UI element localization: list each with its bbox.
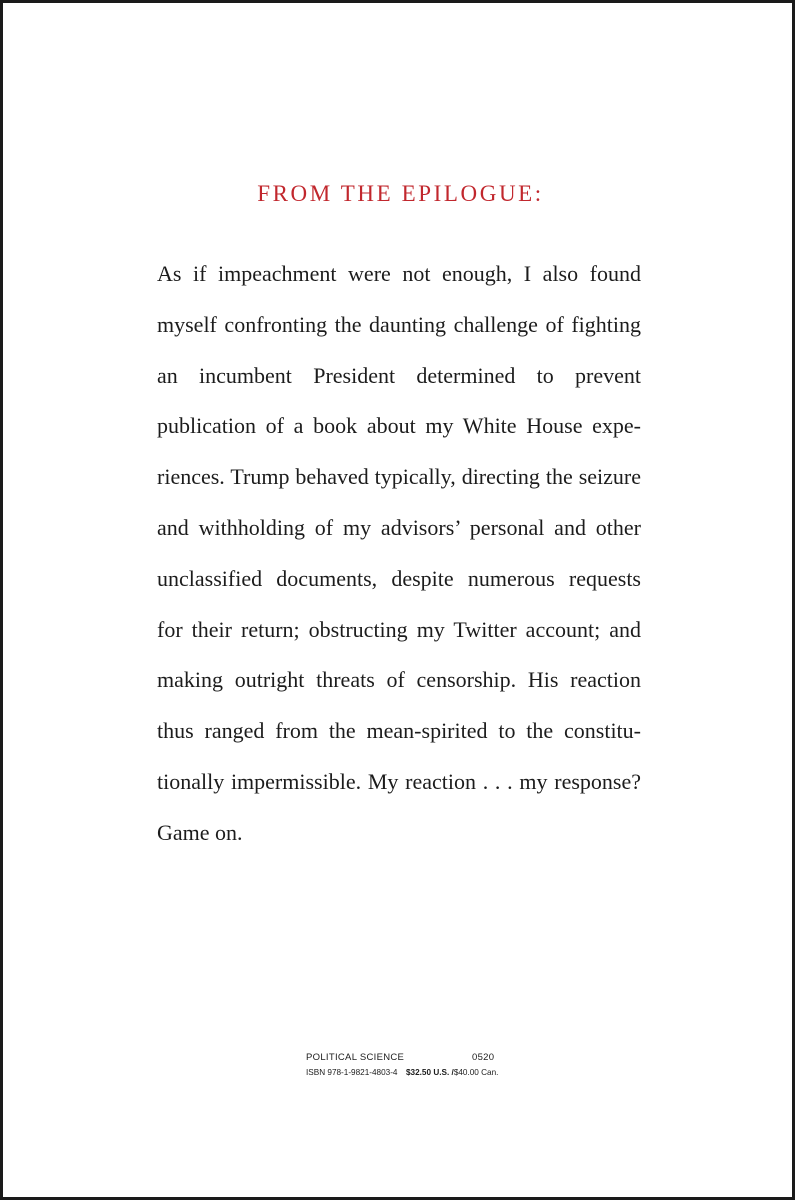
excerpt-line: for their return; obstructing my Twitter account; and bbox=[157, 616, 641, 642]
excerpt-line: unclassified documents, despite numerous requests bbox=[157, 565, 641, 591]
excerpt-line: and withholding of my advisors’ personal and other bbox=[157, 514, 641, 540]
excerpt-line: riences. Trump behaved typically, directing the seizure bbox=[157, 464, 641, 490]
excerpt-line: thus ranged from the mean-spirited to the constitu- bbox=[157, 718, 641, 744]
category-code: 0520 bbox=[472, 1052, 495, 1063]
category-label: POLITICAL SCIENCE bbox=[306, 1052, 405, 1063]
excerpt-line: Game on. bbox=[157, 819, 243, 845]
excerpt-line: myself confronting the daunting challenge of fighting bbox=[157, 311, 641, 337]
excerpt-line: tionally impermissible. My reaction . . . my response? bbox=[157, 768, 641, 794]
excerpt-line: making outright threats of censorship. His reaction bbox=[157, 667, 641, 693]
excerpt-line: an incumbent President determined to prevent bbox=[157, 362, 641, 388]
price-block bbox=[306, 1052, 506, 1082]
price-label bbox=[406, 1068, 498, 1077]
price-separator: / bbox=[449, 1068, 454, 1077]
excerpt-line: publication of a book about my White House expe- bbox=[157, 413, 641, 439]
isbn-number: ISBN 978-1-9821-4803-4 bbox=[306, 1068, 398, 1077]
excerpt-line: As if impeachment were not enough, I also found bbox=[157, 261, 641, 286]
price-canada: $40.00 Can. bbox=[453, 1068, 499, 1077]
epilogue-excerpt bbox=[157, 249, 641, 859]
price-us: $32.50 U.S. bbox=[406, 1068, 450, 1077]
epilogue-heading: FROM THE EPILOGUE: bbox=[257, 181, 544, 206]
